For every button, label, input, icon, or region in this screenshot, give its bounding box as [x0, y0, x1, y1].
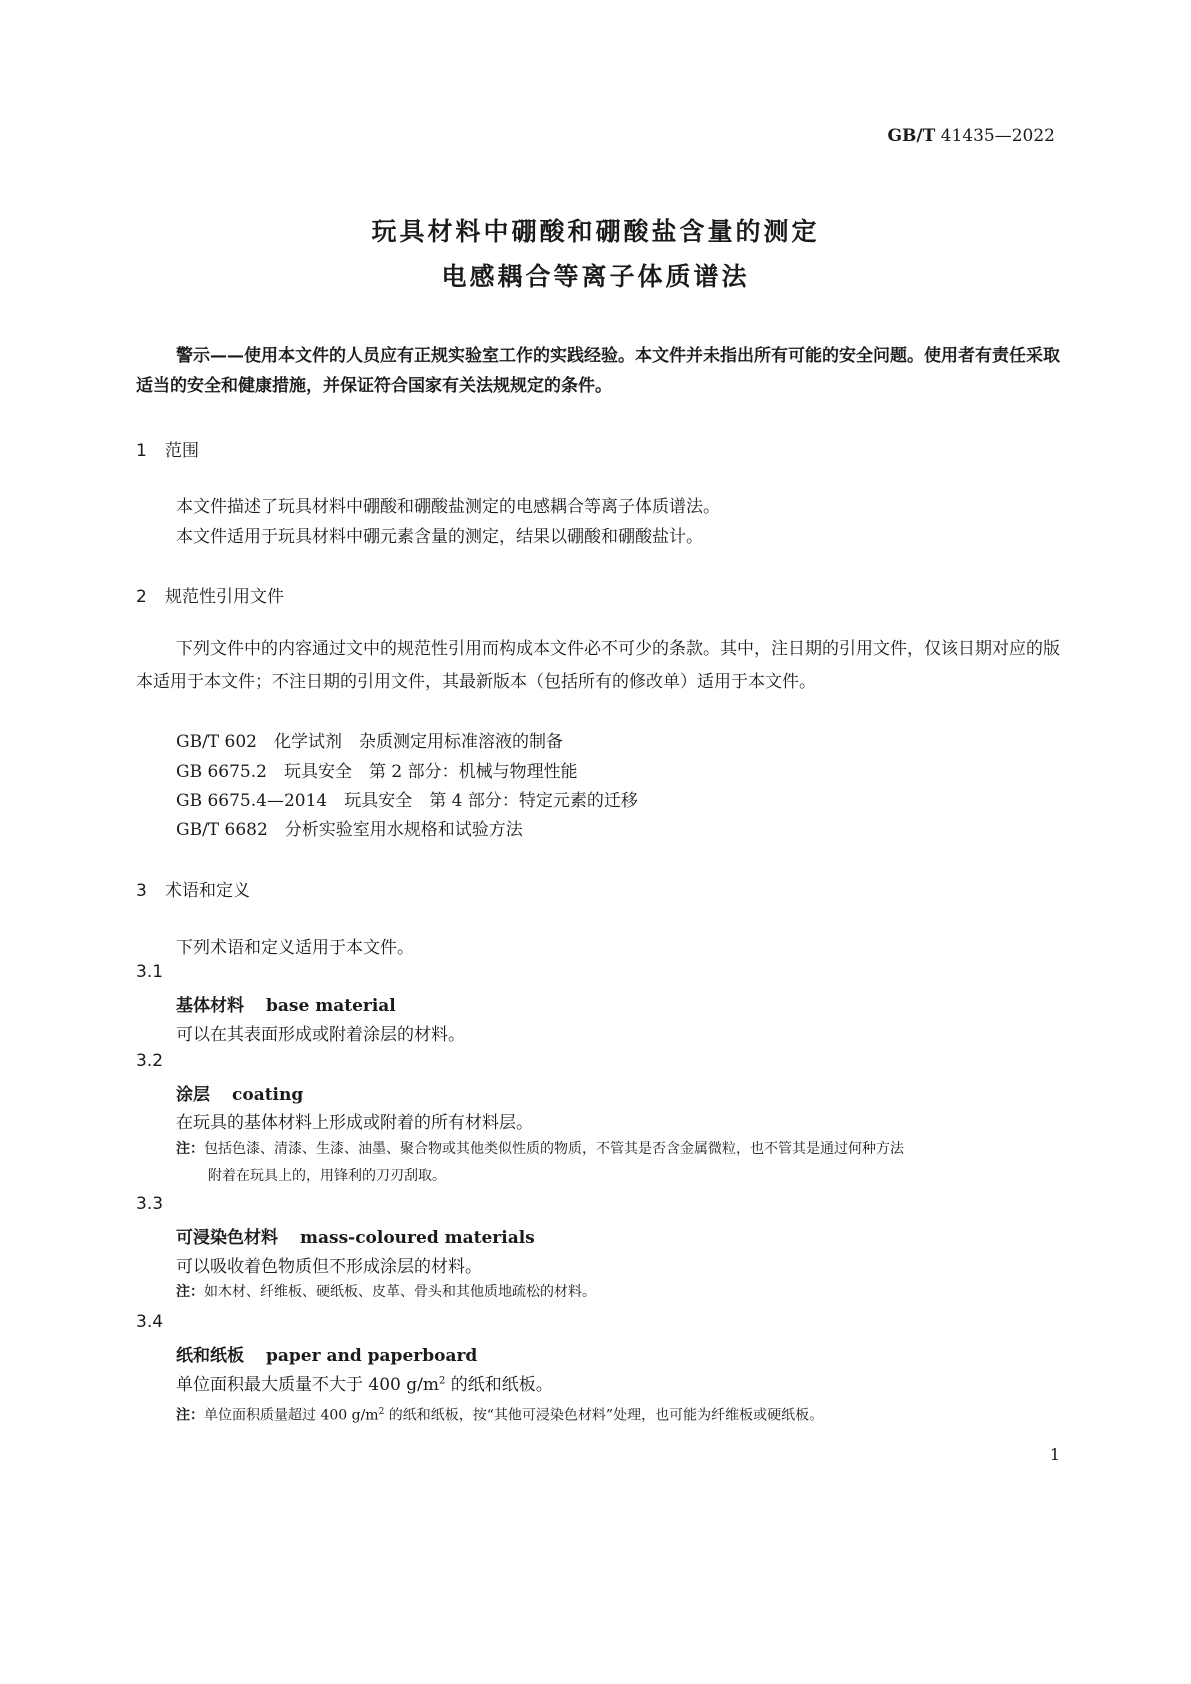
standard-code: [888, 126, 1056, 146]
reference-item: GB/T 6682 分析实验室用水规格和试验方法: [176, 820, 523, 840]
page-number: 1: [1049, 1445, 1060, 1464]
reference-item: GB 6675.2 玩具安全 第 2 部分：机械与物理性能: [176, 762, 578, 782]
term-number: 3.4: [136, 1312, 164, 1332]
term-note: [176, 1136, 1061, 1190]
term-heading: [176, 1080, 303, 1105]
term-chinese: 纸和纸板: [176, 1346, 244, 1366]
term-note: [176, 1279, 1061, 1306]
standard-code-number: 41435—2022: [940, 126, 1055, 146]
definition-text: 的纸和纸板。: [445, 1375, 553, 1395]
section-title: 范围: [165, 441, 199, 461]
scope-paragraph-2: 本文件适用于玩具材料中硼元素含量的测定，结果以硼酸和硼酸盐计。: [176, 527, 703, 547]
term-definition: [176, 1370, 553, 1395]
section-number: 3: [136, 881, 147, 901]
section-number: 1: [136, 441, 147, 461]
reference-item: GB 6675.4—2014 玩具安全 第 4 部分：特定元素的迁移: [176, 791, 638, 811]
document-title-line2: 电感耦合等离子体质谱法: [441, 262, 750, 291]
superscript: 2: [439, 1375, 446, 1387]
term-number: 3.2: [136, 1051, 164, 1071]
term-english: coating: [232, 1085, 304, 1105]
terms-intro: 下列术语和定义适用于本文件。: [176, 938, 414, 958]
section-title: 规范性引用文件: [165, 587, 284, 607]
definition-text: 单位面积最大质量不大于 400 g/m: [176, 1375, 439, 1395]
term-heading: [176, 1341, 477, 1366]
scope-paragraph-1: 本文件描述了玩具材料中硼酸和硼酸盐测定的电感耦合等离子体质谱法。: [176, 497, 720, 517]
reference-item: GB/T 602 化学试剂 杂质测定用标准溶液的制备: [176, 732, 563, 752]
term-definition: 可以吸收着色物质但不形成涂层的材料。: [176, 1257, 482, 1277]
note-label: 注：: [176, 1141, 204, 1157]
note-text: 包括色漆、清漆、生漆、油墨、聚合物或其他类似性质的物质，不管其是否含金属微粒，也不管其是通过何种方法: [204, 1141, 904, 1157]
term-chinese: 可浸染色材料: [176, 1228, 278, 1248]
note-text: 的纸和纸板，按“其他可浸染色材料”处理，也可能为纤维板或硬纸板。: [384, 1407, 824, 1424]
term-number: 3.1: [136, 962, 164, 982]
term-heading: [176, 1223, 535, 1248]
note-text: 单位面积质量超过 400 g/m: [204, 1407, 379, 1424]
warning-paragraph: 警示——使用本文件的人员应有正规实验室工作的实践经验。本文件并未指出所有可能的安全问题。使用者有责任采取适当的安全和健康措施，并保证符合国家有关法规规定的条件。: [136, 346, 1060, 396]
note-label: 注：: [176, 1284, 204, 1300]
note-text: 如木材、纤维板、硬纸板、皮革、骨头和其他质地疏松的材料。: [204, 1284, 596, 1300]
term-heading: [176, 991, 396, 1016]
term-english: mass-coloured materials: [300, 1228, 535, 1248]
standard-code-prefix: GB/T: [887, 126, 936, 146]
section-heading-normative: [136, 582, 284, 607]
term-english: paper and paperboard: [266, 1346, 478, 1366]
section-heading-terms: [136, 876, 250, 901]
term-number: 3.3: [136, 1194, 164, 1214]
normative-intro: 下列文件中的内容通过文中的规范性引用而构成本文件必不可少的条款。其中，注日期的引用文件，仅该日期对应的版本适用于本文件；不注日期的引用文件，其最新版本（包括所有的修改单）适用于本文件。: [136, 639, 1060, 692]
section-number: 2: [136, 587, 147, 607]
note-label: 注：: [176, 1407, 204, 1424]
section-heading-scope: [136, 436, 199, 461]
superscript: 2: [378, 1407, 385, 1417]
term-definition: 可以在其表面形成或附着涂层的材料。: [176, 1025, 465, 1045]
term-definition: 在玩具的基体材料上形成或附着的所有材料层。: [176, 1113, 533, 1133]
section-title: 术语和定义: [165, 881, 250, 901]
term-english: base material: [266, 996, 396, 1016]
note-text-continued: 附着在玩具上的，用锋利的刀刃刮取。: [208, 1168, 446, 1184]
term-note: [176, 1399, 1061, 1430]
document-title-line1: 玩具材料中硼酸和硼酸盐含量的测定: [371, 217, 820, 246]
term-chinese: 基体材料: [176, 996, 244, 1016]
term-chinese: 涂层: [176, 1085, 210, 1105]
